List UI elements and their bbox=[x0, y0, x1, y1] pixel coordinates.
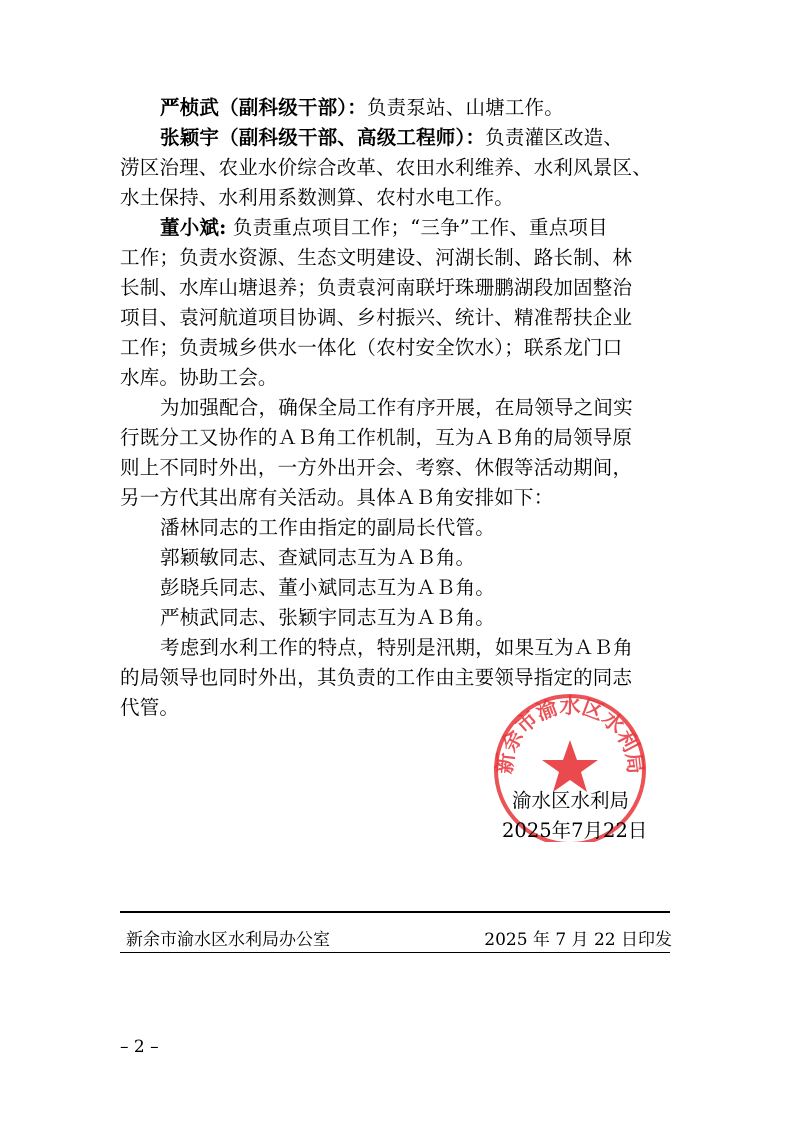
paragraph-line: 另一方代其出席有关活动。具体ＡＢ角安排如下： bbox=[120, 486, 554, 509]
seal-text-path: 新余市渝水区水利局 bbox=[491, 692, 649, 776]
paragraph-line: 的局领导也同时外出，其负责的工作由主要领导指定的同志 bbox=[120, 666, 633, 689]
paragraph-line: 严桢武（副科级干部）：负责泵站、山塘工作。 bbox=[160, 96, 564, 119]
paragraph-line: 张颖宇（副科级干部、高级工程师）：负责灌区改造、 bbox=[160, 126, 624, 149]
person-label: 董小斌: bbox=[160, 216, 227, 239]
paragraph-line: 严桢武同志、张颖宇同志互为ＡＢ角。 bbox=[160, 606, 495, 629]
paragraph-line: 项目、袁河航道项目协调、乡村振兴、统计、精准帮扶企业 bbox=[120, 306, 633, 329]
footer-top-rule bbox=[120, 911, 670, 913]
footer-bottom-rule bbox=[120, 952, 670, 953]
signature-date: 2025年7月22日 bbox=[502, 819, 648, 842]
person-label: 张颖宇（副科级干部、高级工程师）： bbox=[160, 126, 486, 149]
signature-org: 渝水区水利局 bbox=[512, 789, 630, 812]
paragraph-line: 潘林同志的工作由指定的副局长代管。 bbox=[160, 516, 495, 539]
person-label: 严桢武（副科级干部）： bbox=[160, 96, 367, 119]
paragraph-line: 彭晓兵同志、董小斌同志互为ＡＢ角。 bbox=[160, 576, 495, 599]
seal-star bbox=[542, 740, 598, 792]
footer-print-date: 2025 年 7 月 22 日印发 bbox=[484, 930, 672, 950]
paragraph-line: 水库。协助工会。 bbox=[120, 366, 278, 389]
footer-issuer: 新余市渝水区水利局办公室 bbox=[126, 930, 330, 950]
paragraph-line: 郭颖敏同志、查斌同志互为ＡＢ角。 bbox=[160, 546, 476, 569]
document-body bbox=[120, 93, 680, 723]
paragraph-line: 代管。 bbox=[120, 696, 180, 719]
paragraph-line: 董小斌: 负责重点项目工作；“三争”工作、重点项目 bbox=[160, 216, 608, 239]
paragraph-line: 行既分工又协作的ＡＢ角工作机制，互为ＡＢ角的局领导原 bbox=[120, 426, 633, 449]
page-number: – 2 – bbox=[120, 1037, 159, 1057]
paragraph-line: 考虑到水利工作的特点，特别是汛期，如果互为ＡＢ角 bbox=[160, 636, 633, 659]
paragraph-line: 长制、水库山塘退养；负责袁河南联圩珠珊鹏湖段加固整治 bbox=[120, 276, 633, 299]
paragraph-line: 工作；负责水资源、生态文明建设、河湖长制、路长制、林 bbox=[120, 246, 633, 269]
paragraph-line: 为加强配合，确保全局工作有序开展，在局领导之间实 bbox=[160, 396, 633, 419]
paragraph-line: 工作；负责城乡供水一体化（农村安全饮水）；联系龙门口 bbox=[120, 336, 623, 359]
paragraph-line: 则上不同时外出，一方外出开会、考察、休假等活动期间， bbox=[120, 456, 633, 479]
paragraph-line: 涝区治理、农业水价综合改革、农田水利维养、水利风景区、 bbox=[120, 156, 652, 179]
paragraph-line: 水土保持、水利用系数测算、农村水电工作。 bbox=[120, 186, 515, 209]
